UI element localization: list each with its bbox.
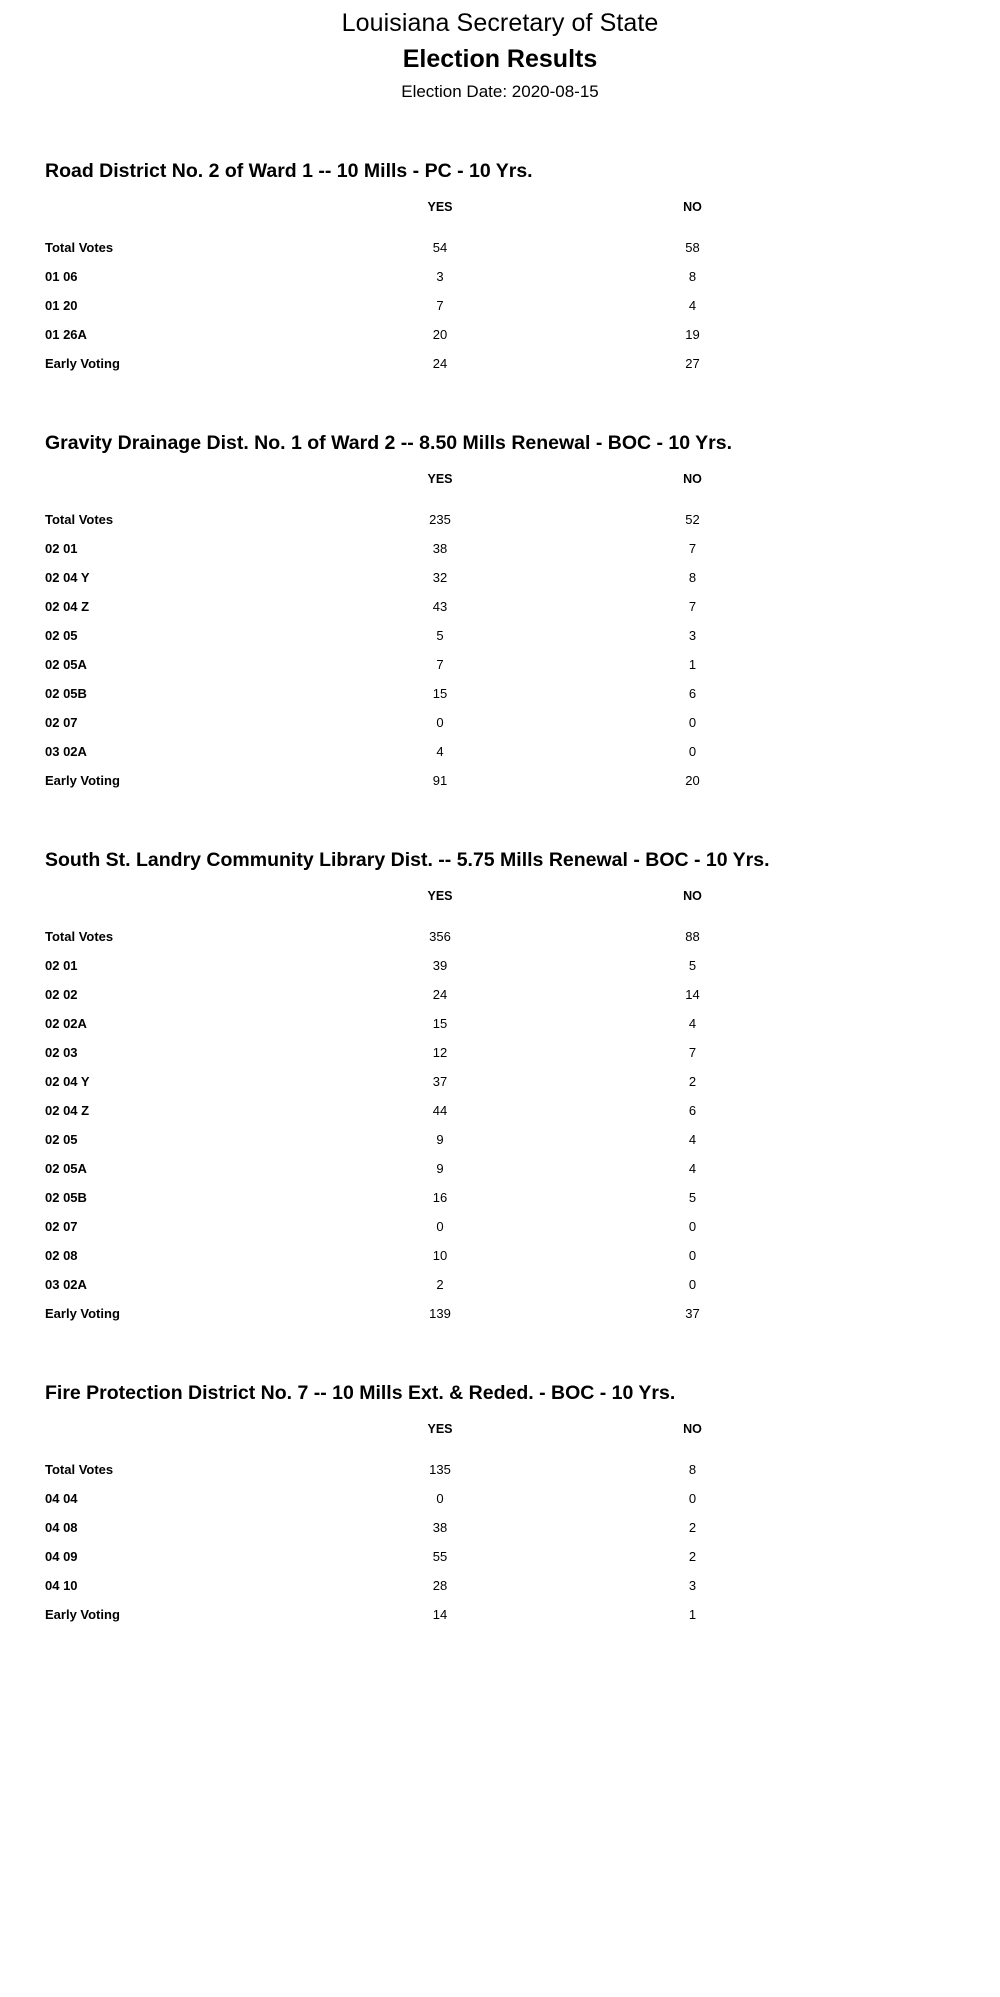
no-votes: 37 [685,1306,700,1321]
table-row [0,1183,1000,1212]
precinct-label: 02 05B [45,1190,87,1205]
table-row [0,1600,1000,1629]
precinct-label: 02 01 [45,958,78,973]
precinct-label: 02 05A [45,657,87,672]
column-header-precinct [0,1416,335,1442]
table-spacer-row [0,492,1000,505]
table-row [0,922,1000,951]
no-votes: 1 [688,657,697,672]
precinct-label: Early Voting [45,356,120,371]
yes-votes: 0 [436,715,444,730]
column-header-precinct [0,883,335,909]
yes-votes: 14 [432,1607,448,1622]
no-votes: 6 [688,686,697,701]
yes-votes: 39 [432,958,448,973]
yes-votes: 38 [432,1520,448,1535]
yes-votes: 5 [436,628,444,643]
results-table [0,194,1000,378]
yes-votes: 24 [432,987,448,1002]
no-votes: 58 [685,240,700,255]
yes-votes: 9 [436,1132,444,1147]
table-row [0,592,1000,621]
yes-votes: 44 [432,1103,448,1118]
contest-title: Fire Protection District No. 7 -- 10 Mills Ext. & Reded. - BOC - 10 Yrs. [45,1382,676,1404]
table-row [0,1513,1000,1542]
table-row [0,1241,1000,1270]
table-row [0,1455,1000,1484]
table-row [0,1270,1000,1299]
precinct-label: 02 02A [45,1016,87,1031]
no-votes: 4 [688,1132,697,1147]
yes-votes: 135 [429,1462,451,1477]
column-header-precinct [0,194,335,220]
no-votes: 0 [688,715,697,730]
yes-votes: 235 [429,512,451,527]
contest-title: South St. Landry Community Library Dist. -- 5.75 Mills Renewal - BOC - 10 Yrs. [45,849,770,871]
table-row [0,766,1000,795]
yes-votes: 12 [432,1045,448,1060]
no-votes: 5 [688,958,697,973]
no-votes: 19 [685,327,700,342]
precinct-label: 04 09 [45,1549,78,1564]
table-header-row [0,1416,1000,1442]
page-title: Election Results [402,45,598,73]
precinct-label: 04 08 [45,1520,78,1535]
no-votes: 7 [688,1045,697,1060]
election-date: Election Date: 2020-08-15 [401,82,599,101]
column-header-yes: YES [427,1422,453,1436]
no-votes: 3 [688,628,697,643]
table-row [0,233,1000,262]
column-header-no: NO [683,1422,702,1436]
no-votes: 0 [688,1277,697,1292]
precinct-label: 02 04 Y [45,1074,90,1089]
table-row [0,679,1000,708]
precinct-label: 02 05 [45,628,78,643]
no-votes: 27 [685,356,700,371]
no-votes: 0 [688,1219,697,1234]
yes-votes: 24 [432,356,448,371]
table-row [0,1571,1000,1600]
no-votes: 7 [688,541,697,556]
precinct-label: Early Voting [45,773,120,788]
precinct-label: 02 08 [45,1248,78,1263]
yes-votes: 139 [429,1306,451,1321]
yes-votes: 3 [436,269,444,284]
contest-list [0,158,1000,1629]
table-row [0,1096,1000,1125]
table-row [0,1038,1000,1067]
yes-votes: 38 [432,541,448,556]
precinct-label: 02 01 [45,541,78,556]
contest-title: Gravity Drainage Dist. No. 1 of Ward 2 -- 8.50 Mills Renewal - BOC - 10 Yrs. [45,432,733,454]
precinct-label: Early Voting [45,1306,120,1321]
yes-votes: 16 [432,1190,448,1205]
no-votes: 2 [688,1549,697,1564]
no-votes: 4 [688,298,697,313]
precinct-label: Total Votes [45,1462,114,1477]
table-row [0,291,1000,320]
table-row [0,951,1000,980]
contest-section [0,430,1000,795]
precinct-label: 03 02A [45,1277,87,1292]
precinct-label: Total Votes [45,512,114,527]
table-row [0,1154,1000,1183]
yes-votes: 356 [429,929,451,944]
table-row [0,650,1000,679]
yes-votes: 20 [432,327,448,342]
table-header-row [0,466,1000,492]
no-votes: 7 [688,599,697,614]
table-row [0,1067,1000,1096]
precinct-label: Total Votes [45,929,114,944]
yes-votes: 0 [436,1219,444,1234]
results-table [0,1416,1000,1629]
no-votes: 4 [688,1016,697,1031]
table-row [0,262,1000,291]
table-row [0,320,1000,349]
table-row [0,980,1000,1009]
table-row [0,708,1000,737]
precinct-label: 01 06 [45,269,78,284]
table-row [0,1212,1000,1241]
column-header-yes: YES [427,889,453,903]
yes-votes: 91 [432,773,448,788]
contest-section [0,1380,1000,1629]
agency-name: Louisiana Secretary of State [341,9,659,37]
no-votes: 1 [688,1607,697,1622]
table-spacer-row [0,909,1000,922]
column-header-no: NO [683,889,702,903]
precinct-label: 02 07 [45,1219,78,1234]
column-header-no: NO [683,472,702,486]
precinct-label: Early Voting [45,1607,120,1622]
table-row [0,1484,1000,1513]
yes-votes: 28 [432,1578,448,1593]
yes-votes: 15 [432,686,448,701]
precinct-label: 02 04 Z [45,1103,90,1118]
yes-votes: 43 [432,599,448,614]
table-row [0,1009,1000,1038]
table-header-row [0,194,1000,220]
precinct-label: 01 26A [45,327,87,342]
yes-votes: 32 [432,570,448,585]
table-row [0,563,1000,592]
table-row [0,737,1000,766]
table-spacer-row [0,220,1000,233]
no-votes: 4 [688,1161,697,1176]
table-row [0,349,1000,378]
yes-votes: 37 [432,1074,448,1089]
yes-votes: 7 [436,298,444,313]
no-votes: 88 [685,929,700,944]
no-votes: 3 [688,1578,697,1593]
precinct-label: 02 02 [45,987,78,1002]
no-votes: 2 [688,1520,697,1535]
yes-votes: 54 [432,240,448,255]
precinct-label: 04 04 [45,1491,78,1506]
no-votes: 8 [688,1462,697,1477]
contest-section [0,847,1000,1328]
column-header-precinct [0,466,335,492]
table-row [0,1299,1000,1328]
no-votes: 8 [688,269,697,284]
precinct-label: 02 04 Y [45,570,90,585]
table-row [0,621,1000,650]
yes-votes: 10 [432,1248,448,1263]
column-header-yes: YES [427,472,453,486]
precinct-label: 02 03 [45,1045,78,1060]
results-table [0,883,1000,1328]
no-votes: 0 [688,744,697,759]
table-row [0,505,1000,534]
document-header [0,0,1000,104]
precinct-label: 01 20 [45,298,78,313]
no-votes: 52 [685,512,700,527]
precinct-label: 02 05 [45,1132,78,1147]
yes-votes: 9 [436,1161,444,1176]
yes-votes: 2 [436,1277,444,1292]
no-votes: 0 [688,1248,697,1263]
table-row [0,534,1000,563]
column-header-no: NO [683,200,702,214]
precinct-label: 03 02A [45,744,87,759]
yes-votes: 15 [432,1016,448,1031]
precinct-label: 02 07 [45,715,78,730]
table-row [0,1125,1000,1154]
no-votes: 2 [688,1074,697,1089]
contest-title: Road District No. 2 of Ward 1 -- 10 Mills - PC - 10 Yrs. [45,160,533,182]
no-votes: 0 [688,1491,697,1506]
table-spacer-row [0,1442,1000,1455]
results-table [0,466,1000,795]
no-votes: 8 [688,570,697,585]
yes-votes: 7 [436,657,444,672]
precinct-label: Total Votes [45,240,114,255]
contest-section [0,158,1000,378]
table-header-row [0,883,1000,909]
no-votes: 6 [688,1103,697,1118]
precinct-label: 02 04 Z [45,599,90,614]
precinct-label: 02 05A [45,1161,87,1176]
no-votes: 20 [685,773,700,788]
precinct-label: 02 05B [45,686,87,701]
no-votes: 5 [688,1190,697,1205]
yes-votes: 0 [436,1491,444,1506]
yes-votes: 4 [436,744,444,759]
yes-votes: 55 [432,1549,448,1564]
no-votes: 14 [685,987,700,1002]
column-header-yes: YES [427,200,453,214]
table-row [0,1542,1000,1571]
precinct-label: 04 10 [45,1578,78,1593]
